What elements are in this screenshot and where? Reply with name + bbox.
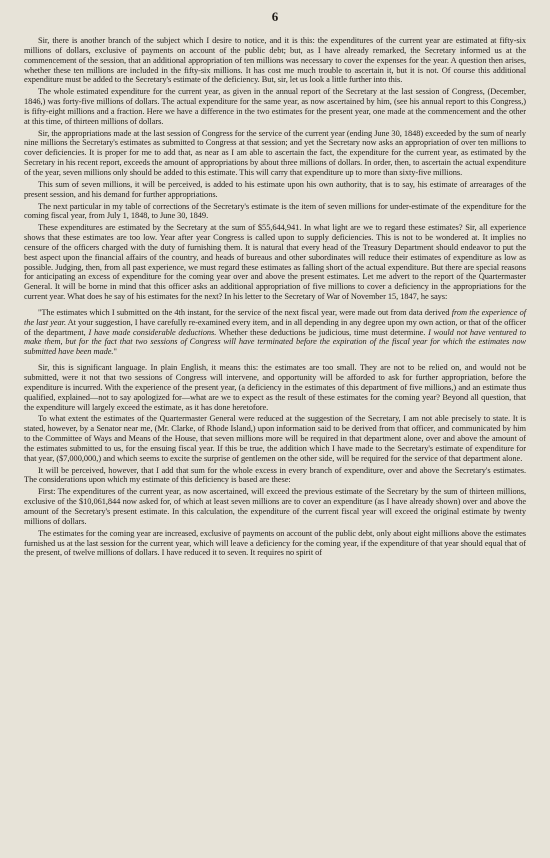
page-number: 6 [271, 9, 279, 24]
paragraph: The next particular in my table of corrections of the Secretary's estimate is the item of seven millions for under-estimate of the expenditure for the coming fiscal year, from July 1, 1848, to June 30, 1849. [24, 201, 526, 221]
paragraph: These expenditures are estimated by the Secretary at the sum of $55,644,941. In what light are we to regard these estimates? Sir, all experience shows that these estimates are too low. Year after year Congress is called upon to supply deficiencies. This is not to be wondered at. It implies no censure of the officers charged with the duty of furnishing them. It is natural that every head of the Treasury Department should endeavor to put the best aspect upon the financial affairs of the country, and heads of bureaus and other subordinates will reduce their estimates of expenditure as low as possible. Judging, then, from all past experience, we must regard these estimates as falling short of the actual expenditure. But there are special reasons for anticipating an excess of expenditure for the coming year over and above the present estimates. Let me advert to the report of the Quartermaster General. It will be borne in mind that this officer asks an additional appropriation of five millions to cover a deficiency in the appropriations for the current year. What does he say of his estimates for the next? In his letter to the Secretary of War of November 15, 1847, he says: [24, 223, 526, 302]
paragraph: The whole estimated expenditure for the current year, as given in the annual report of the Secretary at the last session of Congress, (December, 1846,) was forty-five millions of dollars. The actual expenditure for the same year, as now ascertained by him, (see his annual report to this Congress,) is fifty-eight millions and a fraction. Here we have a difference in the two estimates for the present year, one made at the commencement and the other at this time, of thirteen millions of dollars. [24, 87, 526, 126]
quote-emphasis: from the experience of the last year. [24, 307, 526, 327]
document-body [24, 36, 526, 558]
paragraph: First: The expenditures of the current year, as now ascertained, will exceed the previous estimate of the Secretary by the sum of thirteen millions, exclusive of the $10,061,844 now asked for, of which at least seven millions are to cover an expenditure (as I have already shown) over and above the amount of the Secretary's present estimate. In this calculation, the expenditure of the current fiscal year will exceed the original estimate by twenty millions of dollars. [24, 487, 526, 526]
paragraph: This sum of seven millions, it will be perceived, is added to his estimate upon his own authority, that is to say, his estimate of arrearages of the present session, and his demand for further appropriations. [24, 179, 526, 199]
paragraph: To what extent the estimates of the Quartermaster General were reduced at the suggestion of the Secretary, I am not able precisely to state. It is stated, however, by a Senator near me, (Mr. Clarke, of Rhode Island,) upon information said to be derived from that officer, and communicated by him to the Committee of Ways and Means of the House, that seven millions more will be required in that department alone, over and above the amount of the estimates submitted to us, for the ensuing fiscal year. If this be true, the addition which I have made to the Secretary's estimate of expenditure for that year, ($7,000,000,) and which seems to excite the surprise of gentlemen on the other side, will be required for the service of that department alone. [24, 414, 526, 463]
paragraph: Sir, this is significant language. In plain English, it means this: the estimates are too small. They are not to be relied on, and would not be submitted, were it not that two sessions of Congress will intervene, and opportunity will be afforded to ask for further appropriation, before the expenditure is incurred. With the experience of the present year, (a deficiency in the estimates of this department of five millions,) and an estimate thus qualified, explained—not to say apologized for—what are we to expect as the result of these estimates for the coming year? Beyond all question, that the expenditure will largely exceed the estimate, as it has done heretofore. [24, 363, 526, 412]
quote-text: Whether these deductions be judicious, time must determine. [216, 327, 429, 337]
quote-emphasis: I would not have ventured to make them, but for the fact that two sessions of Congress will have terminated before the expiration of the fiscal year for which the estimates now submitted have been made. [24, 327, 526, 357]
paragraph: The estimates for the coming year are increased, exclusive of payments on account of the public debt, only about eight millions above the estimates furnished us at the last session for the current year, which will leave a deficiency for the coming year, if the expenditure of that year should equal that of the present, of twelve millions of dollars. I have reduced it to seven. It requires no spirit of [24, 528, 526, 558]
quote-text: " [113, 347, 117, 357]
quote-text: At your suggestion, I have carefully re-examined every item, and in all depending in any degree upon my own action, or that of the officer of the department, [24, 317, 526, 337]
paragraph: Sir, the appropriations made at the last session of Congress for the service of the current year (ending June 30, 1848) exceeded by the sum of nearly nine millions the Secretary's estimates as submitted to Congress at that session; and yet the Secretary now asks an appropriation of over ten millions to cover deficiencies. It is proper for me to add that, as near as I am able to ascertain the fact, the expenditure for the current year, as estimated by the Secretary in his recent report, exceeds the amount of appropriations by about three millions of dollars. In order, then, to ascertain the actual expenditure of the year, seven millions only should be added to this estimate. This will carry that expenditure up to more than sixty-five millions. [24, 128, 526, 177]
quote-emphasis: I have made considerable deductions. [88, 327, 217, 337]
paragraph: It will be perceived, however, that I add that sum for the whole excess in every branch of expenditure, over and above the Secretary's estimates. The considerations upon which my estimate of this deficiency is based are these: [24, 465, 526, 485]
quoted-letter [24, 308, 526, 357]
quote-text: "The estimates which I submitted on the 4th instant, for the service of the next fiscal year, were made out from data derived [38, 307, 452, 317]
paragraph: Sir, there is another branch of the subject which I desire to notice, and it is this: the expenditures of the current year are estimated at fifty-six millions of dollars, exclusive of payments on account of the public debt; but, as I have already remarked, the Secretary informed us at the commencement of the session, that an additional appropriation of ten millions was necessary to cover the expenses for the year. A question then arises, whether these ten millions are included in the fifty-six millions. It has cost me much trouble to ascertain it, but it is not. Of course this additional expenditure must be added to the Secretary's estimate of the deficiency. But, sir, let us look a little further into this. [24, 36, 526, 85]
